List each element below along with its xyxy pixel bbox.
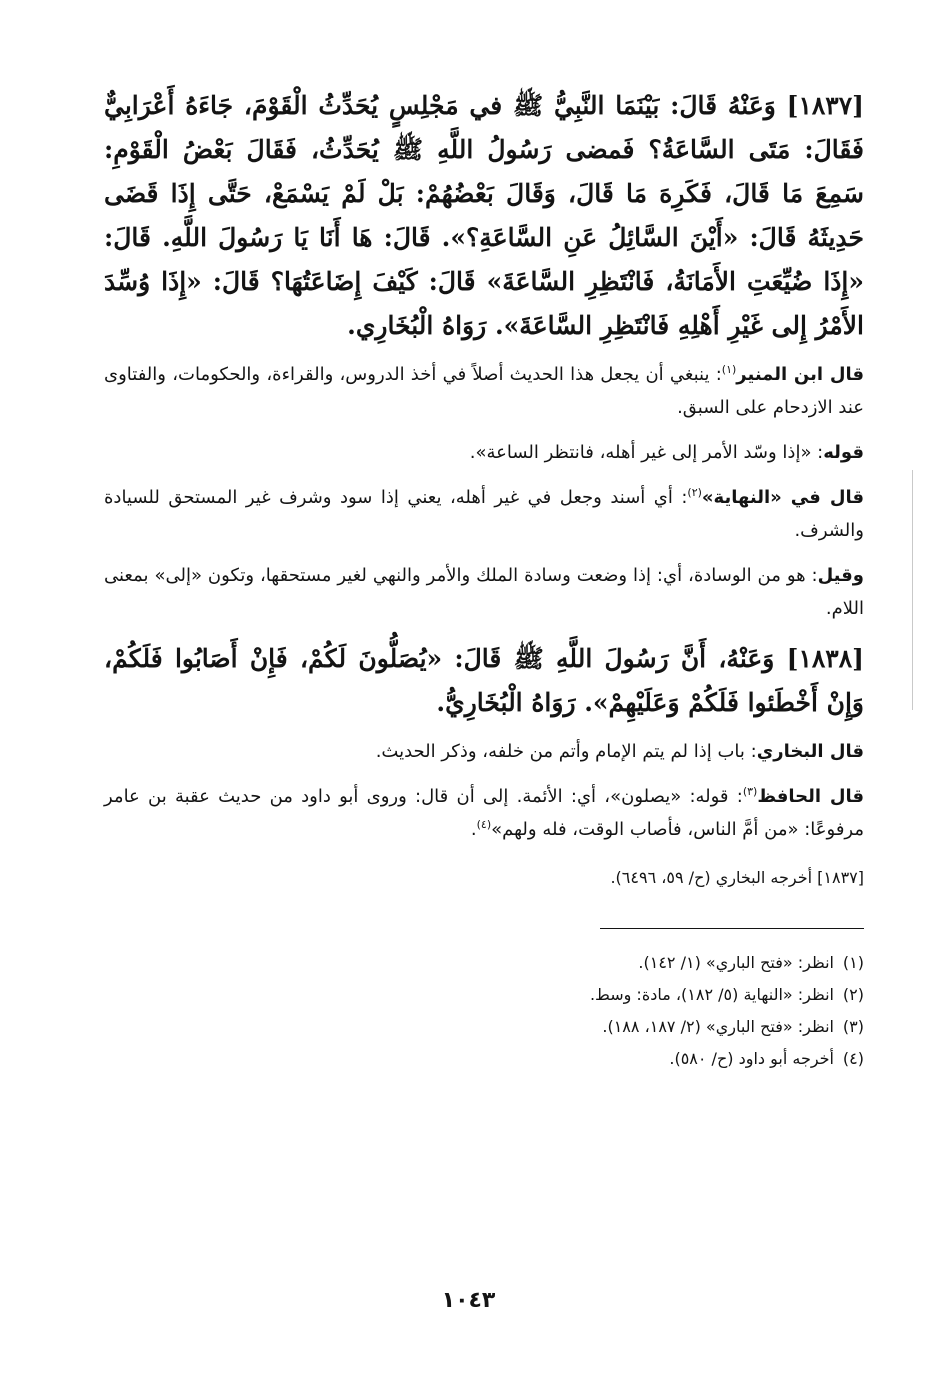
footnote-text: انظر: «فتح الباري» (٢/ ١٨٧، ١٨٨). <box>602 1017 834 1036</box>
commentary-lead: قال ابن المنير <box>736 364 864 385</box>
hadith-source-reference: [١٨٣٧] أخرجه البخاري (ح/ ٥٩، ٦٤٩٦). <box>610 868 864 887</box>
book-page <box>104 84 864 1344</box>
footnote-ref-3: (٣) <box>742 785 758 798</box>
footnote-text: انظر: «النهاية (٥/ ١٨٢)، مادة: وسط. <box>589 985 834 1004</box>
commentary-lead: قال الحافظ <box>757 786 864 807</box>
footnote-item <box>104 1043 864 1075</box>
footnote-text: انظر: «فتح الباري» (١/ ١٤٢). <box>638 953 834 972</box>
commentary-lead: قال البخاري <box>756 741 864 762</box>
hadith-1838: [١٨٣٨] وَعَنْهُ، أَنَّ رَسُولَ اللَّهِ ﷺ قَالَ: «يُصَلُّونَ لَكُمْ، فَإِنْ أَصَابُوا فَلَكُمْ، وَإِنْ أَخْطَئوا فَلَكُمْ وَعَلَيْهِمْ». رَوَاهُ الْبُخَارِيُّ. <box>104 644 864 717</box>
footnotes <box>104 947 864 1075</box>
page-number: ١٠٤٣ <box>441 1288 496 1313</box>
footnote-item <box>104 947 864 979</box>
commentary-ibn-almunir <box>104 358 864 424</box>
footnote-ref-2: (٢) <box>687 486 702 499</box>
footnote-number: (٣) <box>842 1017 864 1036</box>
footnote-number: (١) <box>842 953 864 972</box>
commentary-qeel <box>104 559 864 625</box>
commentary-lead: قال في «النهاية» <box>701 487 864 508</box>
commentary-end: . <box>470 819 477 840</box>
footnote-number: (٢) <box>842 985 864 1004</box>
footnote-text: أخرجه أبو داود (ح/ ٥٨٠). <box>669 1049 834 1068</box>
commentary-text: : ينبغي أن يجعل هذا الحديث أصلاً في أخذ الدروس، والقراءة، والحكومات، والفتاوى عند الازدحام على السبق. <box>104 364 864 418</box>
footnote-item <box>104 979 864 1011</box>
footnote-number: (٤) <box>842 1049 864 1068</box>
scan-margin-line <box>912 470 913 710</box>
hadith-1837: [١٨٣٧] وَعَنْهُ قَالَ: بَيْنَمَا النَّبِيُّ ﷺ في مَجْلِسٍ يُحَدِّثُ الْقَوْمَ، جَاءَهُ أَعْرَابِيٌّ فَقَالَ: مَتَى السَّاعَةُ؟ فَمضى رَسُولُ اللَّهِ ﷺ يُحَدِّثُ، فَقَالَ بَعْضُ الْقَوْمِ: سَمِعَ مَا قَالَ، فَكَرِهَ مَا قَالَ، وَقَالَ بَعْضُهُمْ: بَلْ لَمْ يَسْمَعْ، حَتَّى إِذَا قَضَى حَدِيثَهُ قَالَ: «أَيْنَ السَّائِلُ عَنِ السَّاعَةِ؟». قَالَ: هَا أَنَا يَا رَسُولَ اللَّهِ. قَالَ: «إِذَا ضُيِّعَتِ الأَمَانَةُ، فَانْتَظِرِ السَّاعَةَ» قَالَ: كَيْفَ إِضَاعَتُهَا؟ قَالَ: «إِذَا وُسِّدَ الأَمْرُ إِلى غَيْرِ أَهْلِهِ فَانْتَظِرِ السَّاعَةَ». رَوَاهُ الْبُخَارِي. <box>104 91 865 340</box>
commentary-lead: وقيل <box>817 565 864 586</box>
commentary-text: : هو من الوسادة، أي: إذا وضعت وسادة الملك والأمر والنهي لغير مستحقها، وتكون «إلى» بمعنى اللام. <box>104 565 864 619</box>
footnote-item <box>104 1011 864 1043</box>
commentary-nihaya <box>104 481 864 547</box>
footnote-ref-4: (٤) <box>476 818 492 831</box>
commentary-bukhari <box>104 735 864 768</box>
commentary-hafiz <box>104 780 864 846</box>
commentary-text: : أي أسند وجعل في غير أهله، يعني إذا سود وشرف غير المستحق للسيادة والشرف. <box>104 487 864 541</box>
footnote-separator <box>600 928 864 929</box>
commentary-text: : «إذا وسّد الأمر إلى غير أهله، فانتظر الساعة». <box>469 442 824 463</box>
commentary-text: : قوله: «يصلون»، أي: الأئمة. إلى أن قال: وروى أبو داود من حديث عقبة بن عامر مرفوعًا: «من أمَّ الناس، فأصاب الوقت، فله ولهم» <box>104 786 864 840</box>
commentary-lead: قوله <box>823 442 864 463</box>
footnote-ref-1: (١) <box>721 363 737 376</box>
commentary-qawluhu <box>104 436 864 469</box>
commentary-text: : باب إذا لم يتم الإمام وأتم من خلفه، وذكر الحديث. <box>375 741 757 762</box>
